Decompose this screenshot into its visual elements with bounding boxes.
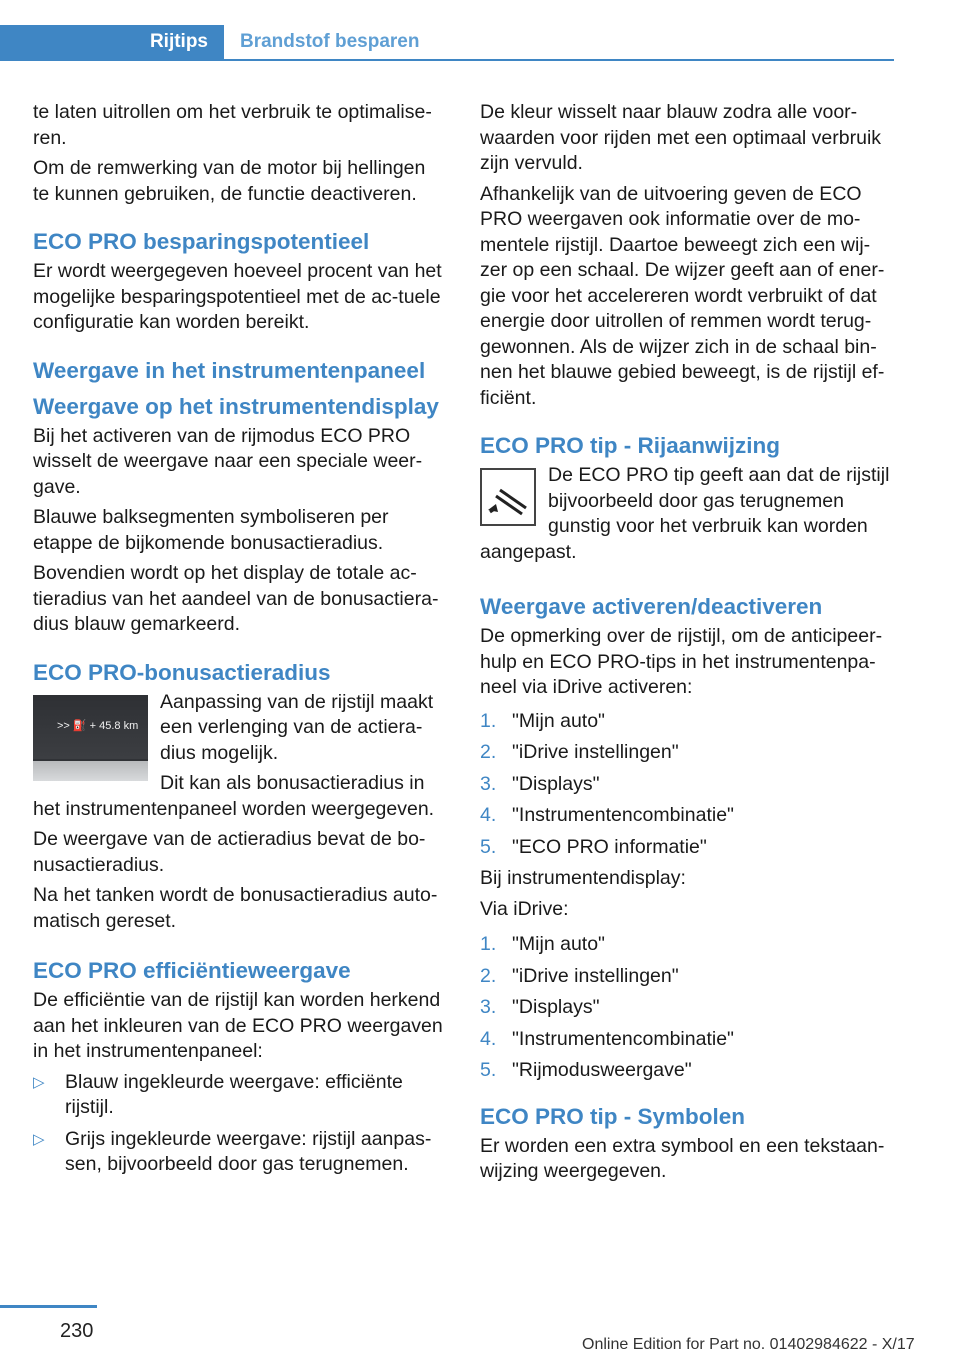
list-item: ▷ Grijs ingekleurde weergave: rijstijl aanpas-sen, bijvoorbeeld door gas terugnemen.	[33, 1127, 432, 1175]
list-item: 5. "ECO PRO informatie"	[480, 835, 707, 858]
list-item: ▷ Blauw ingekleurde weergave: efficiënte rijstijl.	[33, 1070, 403, 1118]
list-item: 4. "Instrumentencombinatie"	[480, 1027, 734, 1050]
bullet-list	[33, 1070, 446, 1178]
bonus-range-image	[33, 695, 148, 781]
paragraph: Bovendien wordt op het display de totale ac-tieradius van het aandeel van de bonusactiera-dius blauw gemarkeerd.	[33, 562, 439, 635]
numbered-list	[480, 709, 893, 861]
paragraph: Aanpassing van de rijstijl maakt een verlenging van de actiera-dius mogelijk.	[160, 690, 434, 764]
paragraph: De ECO PRO tip geeft aan dat de rijstijl bijvoorbeeld door gas terugnemen gunstig voor het verbruik kan worden aangepast.	[480, 464, 890, 563]
paragraph: De opmerking over de rijstijl, om de anticipeer-hulp en ECO PRO-tips in het instrumentenpa-neel via iDrive activeren:	[480, 625, 883, 698]
paragraph: De kleur wisselt naar blauw zodra alle voor-waarden voor rijden met een optimaal verbruik zijn vervuld.	[480, 101, 882, 174]
paragraph: Bij instrumentendisplay:	[480, 867, 686, 889]
list-item: 1. "Mijn auto"	[480, 933, 605, 955]
eco-tip-image	[480, 468, 536, 526]
edition-note: Online Edition for Part no. 01402984622 - X/17	[582, 1336, 915, 1353]
list-item: 1. "Mijn auto"	[480, 709, 605, 732]
list-item: 2. "iDrive instellingen"	[480, 964, 679, 987]
paragraph: Er wordt weergegeven hoeveel procent van het mogelijke besparingspotentieel met de ac-tuele configuratie kan worden bereikt.	[33, 260, 442, 333]
list-item: 3. "Displays"	[480, 996, 600, 1018]
section-tab[interactable]: Brandstof besparen	[240, 31, 420, 52]
heading-instrument-display: Weergave op het instrumentendisplay	[33, 393, 439, 419]
heading-activate: Weergave activeren/deactiveren	[480, 594, 823, 619]
heading-bonus-range: ECO PRO-bonusactieradius	[33, 659, 331, 685]
triangle-bullet-icon: ▷	[33, 1073, 45, 1091]
list-item: 4. "Instrumentencombinatie"	[480, 804, 734, 826]
heading-symbols: ECO PRO tip - Symbolen	[480, 1103, 746, 1129]
header-rule	[224, 59, 894, 61]
heading-savings-potential: ECO PRO besparingspotentieel	[33, 229, 370, 254]
right-column	[480, 100, 893, 1190]
chapter-tab[interactable]	[0, 25, 224, 61]
list-item: 3. "Displays"	[480, 772, 600, 795]
paragraph: Blauwe balksegmenten symboliseren per etappe de bijkomende bonusactieradius.	[33, 506, 389, 554]
paragraph: Om de remwerking van de motor bij hellingen te kunnen gebruiken, de functie deactiveren.	[33, 157, 426, 205]
paragraph: te laten uitrollen om het verbruik te optimalise-ren.	[33, 101, 432, 149]
paragraph: Afhankelijk van de uitvoering geven de ECO PRO weergaven ook informatie over de mo-mentele rijstijl. Daartoe beweegt zich een wij-zer op een schaal. De wijzer geeft aan of ener-gie voor het accelereren wordt verbruikt of dat energie door uitrollen of remmen wordt terug-gewonnen. Als de wijzer zich in de schaal bin-nen het blauwe gebied beweegt, is de rijstijl ef-ficiënt.	[480, 182, 885, 409]
paragraph: De efficiëntie van de rijstijl kan worden herkend aan het inkleuren van de ECO PRO weergaven in het instrumentenpaneel:	[33, 989, 443, 1062]
heading-instrument-panel: Weergave in het instrumentenpaneel	[33, 357, 426, 383]
heading-driving-tip: ECO PRO tip - Rijaanwijzing	[480, 433, 781, 458]
footer-rule	[0, 1305, 97, 1308]
paragraph: Er worden een extra symbool en een tekstaan-wijzing weergegeven.	[480, 1134, 885, 1182]
chapter-tab-label: Rijtips	[149, 31, 208, 52]
paragraph: Bij het activeren van de rijmodus ECO PRO wisselt de weergave naar een speciale weer-gave.	[33, 424, 423, 498]
numbered-list	[480, 932, 893, 1084]
dash-readout: >> ⛽ + 45.8 km	[57, 719, 139, 732]
paragraph: De weergave van de actieradius bevat de bo-nusactieradius.	[33, 828, 426, 876]
header-bar	[0, 25, 894, 61]
paragraph: Na het tanken wordt de bonusactieradius auto-matisch gereset.	[33, 884, 438, 932]
list-item: 5. "Rijmodusweergave"	[480, 1059, 692, 1081]
triangle-bullet-icon: ▷	[33, 1130, 45, 1148]
page-number: 230	[60, 1320, 94, 1342]
left-column	[33, 100, 446, 1184]
heading-efficiency: ECO PRO efficiëntieweergave	[33, 958, 351, 983]
list-item: 2. "iDrive instellingen"	[480, 741, 679, 763]
paragraph: Via iDrive:	[480, 897, 569, 920]
foot-off-pedal-icon	[482, 470, 534, 524]
paragraph: Dit kan als bonusactieradius in het instrumentenpaneel worden weergegeven.	[33, 772, 435, 820]
